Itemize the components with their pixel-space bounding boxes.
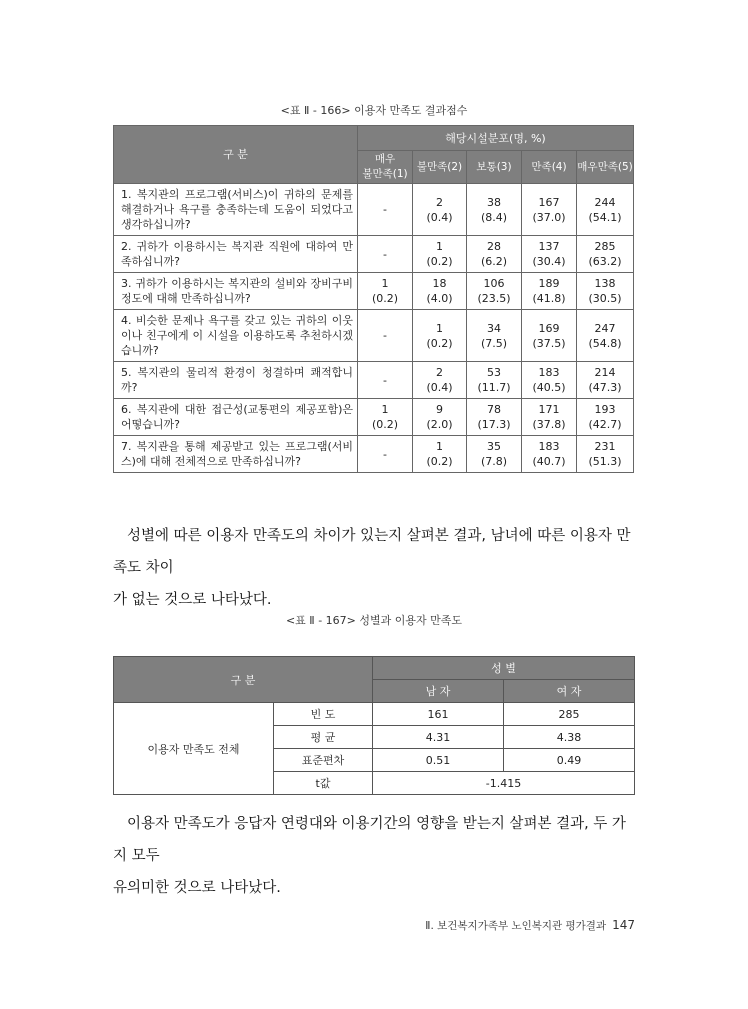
t2-male-value: 161 bbox=[373, 703, 504, 726]
column-header: 매우 불만족(1) bbox=[358, 151, 413, 184]
table-row bbox=[114, 310, 634, 362]
count-cell: 28 (6.2) bbox=[467, 236, 522, 273]
count-cell: 244 (54.1) bbox=[577, 184, 634, 236]
count-cell: 1 (0.2) bbox=[413, 310, 467, 362]
count-cell: - bbox=[358, 310, 413, 362]
t2-t-label: t값 bbox=[274, 772, 373, 795]
t2-stat-label: 빈 도 bbox=[274, 703, 373, 726]
count-cell: - bbox=[358, 184, 413, 236]
t2-male-value: 4.31 bbox=[373, 726, 504, 749]
t2-female-value: 4.38 bbox=[504, 726, 635, 749]
table-row bbox=[114, 184, 634, 236]
count-cell: 34 (7.5) bbox=[467, 310, 522, 362]
t2-header-group: 성 별 bbox=[373, 657, 635, 680]
t2-row-label: 이용자 만족도 전체 bbox=[114, 703, 274, 795]
count-cell: - bbox=[358, 436, 413, 473]
paragraph-line: 유의미한 것으로 나타났다. bbox=[113, 880, 281, 896]
header-group: 해당시설분포(명, %) bbox=[358, 126, 634, 151]
question-cell: 7. 복지관을 통해 제공받고 있는 프로그램(서비스)에 대해 전체적으로 만족하십니까? bbox=[114, 436, 358, 473]
footer-section: Ⅱ. 보건복지가족부 노인복지관 평가결과 bbox=[425, 920, 607, 932]
page-footer bbox=[380, 918, 635, 933]
paragraph-age-period bbox=[113, 808, 635, 904]
count-cell: 2 (0.4) bbox=[413, 362, 467, 399]
count-cell: 137 (30.4) bbox=[522, 236, 577, 273]
count-cell: 171 (37.8) bbox=[522, 399, 577, 436]
count-cell: 247 (54.8) bbox=[577, 310, 634, 362]
paragraph-line: 가 없는 것으로 나타났다. bbox=[113, 592, 272, 608]
paragraph-gender bbox=[113, 520, 635, 616]
count-cell: 1 (0.2) bbox=[413, 236, 467, 273]
count-cell: 35 (7.8) bbox=[467, 436, 522, 473]
count-cell: - bbox=[358, 362, 413, 399]
table-row bbox=[114, 399, 634, 436]
paragraph-line: 성별에 따른 이용자 만족도의 차이가 있는지 살펴본 결과, 남녀에 따른 이용자 만족도 차이 bbox=[113, 528, 631, 576]
count-cell: 138 (30.5) bbox=[577, 273, 634, 310]
count-cell: 38 (8.4) bbox=[467, 184, 522, 236]
count-cell: 167 (37.0) bbox=[522, 184, 577, 236]
count-cell: 2 (0.4) bbox=[413, 184, 467, 236]
t2-stat-label: 표준편차 bbox=[274, 749, 373, 772]
count-cell: 78 (17.3) bbox=[467, 399, 522, 436]
t2-header-category: 구 분 bbox=[114, 657, 373, 703]
table-row bbox=[114, 236, 634, 273]
count-cell: 1 (0.2) bbox=[358, 399, 413, 436]
table2-caption: <표 Ⅱ - 167> 성별과 이용자 만족도 bbox=[285, 614, 463, 627]
question-cell: 3. 귀하가 이용하시는 복지관의 설비와 장비구비정도에 대해 만족하십니까? bbox=[114, 273, 358, 310]
t2-col-female: 여 자 bbox=[504, 680, 635, 703]
satisfaction-score-table bbox=[113, 125, 634, 473]
count-cell: 183 (40.7) bbox=[522, 436, 577, 473]
count-cell: 9 (2.0) bbox=[413, 399, 467, 436]
table1-caption: <표 Ⅱ - 166> 이용자 만족도 결과점수 bbox=[280, 104, 468, 117]
header-category: 구 분 bbox=[114, 126, 358, 184]
table-row bbox=[114, 273, 634, 310]
count-cell: 106 (23.5) bbox=[467, 273, 522, 310]
count-cell: 53 (11.7) bbox=[467, 362, 522, 399]
count-cell: - bbox=[358, 236, 413, 273]
question-cell: 1. 복지관의 프로그램(서비스)이 귀하의 문제를 해결하거나 욕구를 충족하는데 도움이 되었다고 생각하십니까? bbox=[114, 184, 358, 236]
count-cell: 214 (47.3) bbox=[577, 362, 634, 399]
count-cell: 18 (4.0) bbox=[413, 273, 467, 310]
count-cell: 183 (40.5) bbox=[522, 362, 577, 399]
t2-col-male: 남 자 bbox=[373, 680, 504, 703]
count-cell: 189 (41.8) bbox=[522, 273, 577, 310]
table-row bbox=[114, 436, 634, 473]
count-cell: 231 (51.3) bbox=[577, 436, 634, 473]
question-cell: 4. 비슷한 문제나 욕구를 갖고 있는 귀하의 이웃이나 친구에게 이 시설을 이용하도록 추천하시겠습니까? bbox=[114, 310, 358, 362]
count-cell: 1 (0.2) bbox=[358, 273, 413, 310]
count-cell: 169 (37.5) bbox=[522, 310, 577, 362]
t2-female-value: 285 bbox=[504, 703, 635, 726]
t2-male-value: 0.51 bbox=[373, 749, 504, 772]
count-cell: 1 (0.2) bbox=[413, 436, 467, 473]
question-cell: 2. 귀하가 이용하시는 복지관 직원에 대하여 만족하십니까? bbox=[114, 236, 358, 273]
column-header: 보통(3) bbox=[467, 151, 522, 184]
question-cell: 5. 복지관의 물리적 환경이 청결하며 쾌적합니까? bbox=[114, 362, 358, 399]
paragraph-line: 이용자 만족도가 응답자 연령대와 이용기간의 영향을 받는지 살펴본 결과, 두 가지 모두 bbox=[113, 816, 626, 864]
t2-female-value: 0.49 bbox=[504, 749, 635, 772]
count-cell: 193 (42.7) bbox=[577, 399, 634, 436]
t2-t-value: -1.415 bbox=[373, 772, 635, 795]
page-number: 147 bbox=[612, 918, 635, 932]
t2-stat-label: 평 균 bbox=[274, 726, 373, 749]
table-row bbox=[114, 362, 634, 399]
question-cell: 6. 복지관에 대한 접근성(교통편의 제공포함)은 어떻습니까? bbox=[114, 399, 358, 436]
count-cell: 285 (63.2) bbox=[577, 236, 634, 273]
column-header: 만족(4) bbox=[522, 151, 577, 184]
gender-satisfaction-table bbox=[113, 656, 635, 795]
column-header: 불만족(2) bbox=[413, 151, 467, 184]
column-header: 매우만족(5) bbox=[577, 151, 634, 184]
